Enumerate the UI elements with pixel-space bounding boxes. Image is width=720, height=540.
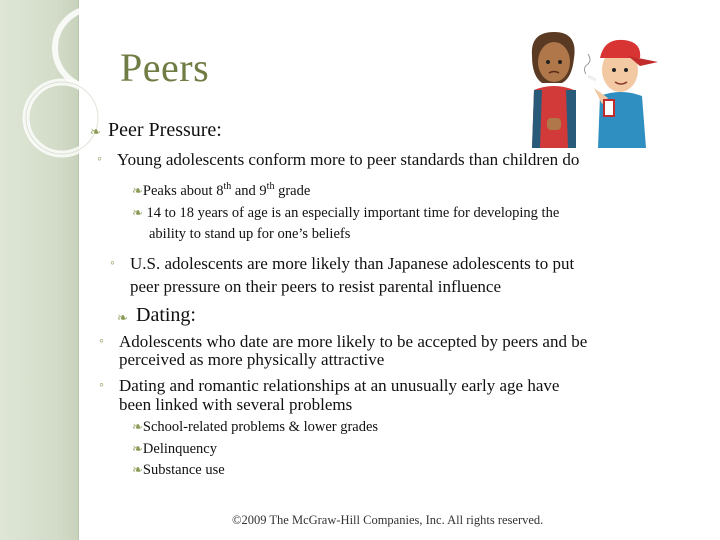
point-us-japan: ◦ U.S. adolescents are more likely than Japanese adolescents to put <box>110 254 575 273</box>
point-date-accepted-cont: perceived as more physically attractive <box>119 350 385 369</box>
ring-bullet-icon: ◦ <box>99 378 104 393</box>
point-date-accepted: ◦ Adolescents who date are more likely to be accepted by peers and be <box>99 332 588 351</box>
leaf-bullet-icon: ❧ <box>132 182 143 198</box>
point-us-japan-cont: peer pressure on their peers to resist parental influence <box>130 277 502 296</box>
ring-bullet-icon: ◦ <box>110 256 115 271</box>
section-label: Dating: <box>136 304 196 326</box>
leaf-bullet-icon: ❧ <box>132 462 143 477</box>
ring-bullet-icon: ◦ <box>99 334 104 349</box>
leaf-bullet-icon: ❧ <box>132 419 143 434</box>
point-early-dating-cont: been linked with several problems <box>119 395 353 414</box>
ring-bullet-icon: ◦ <box>97 152 102 167</box>
subpoint-school: ❧School-related problems & lower grades <box>132 419 379 435</box>
leaf-bullet-icon: ❧ <box>90 124 101 139</box>
point-text: Young adolescents conform more to peer standards than children do <box>117 150 580 169</box>
leaf-bullet-icon: ❧ <box>132 441 143 456</box>
section-label: Peer Pressure: <box>108 119 222 141</box>
section-heading-dating <box>136 304 196 327</box>
point-early-dating: ◦ Dating and romantic relationships at an unusually early age have <box>99 376 560 395</box>
leaf-bullet-icon: ❧ <box>117 310 128 325</box>
teen-peers-illustration <box>512 28 662 148</box>
subpoint-14-to-18: ❧ 14 to 18 years of age is an especially important time for developing the <box>132 205 560 221</box>
point-conformity <box>97 150 580 170</box>
section-heading-peer-pressure <box>108 119 222 142</box>
copyright-footer: ©2009 The McGraw-Hill Companies, Inc. All rights reserved. <box>232 513 544 527</box>
subpoint-14-to-18-cont: ability to stand up for one’s beliefs <box>149 226 351 242</box>
slide-title: Peers <box>120 45 210 90</box>
subpoint-substance: ❧Substance use <box>132 462 225 478</box>
subpoint-delinquency: ❧Delinquency <box>132 441 217 457</box>
leaf-bullet-icon: ❧ <box>132 205 143 220</box>
subpoint-peaks: ❧Peaks about 8th and 9th grade <box>132 181 311 199</box>
